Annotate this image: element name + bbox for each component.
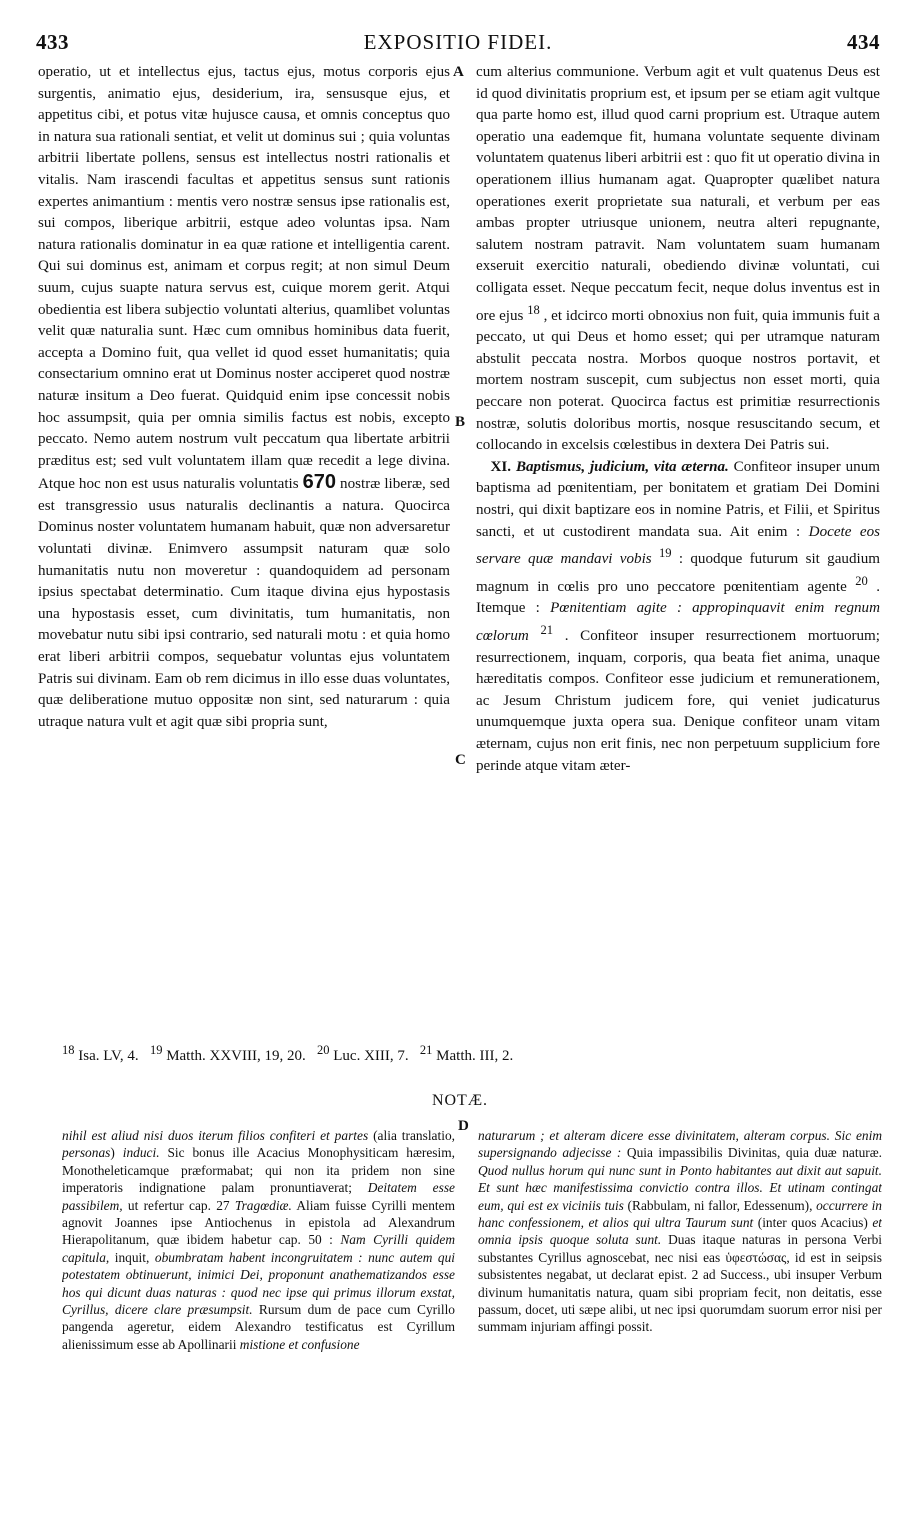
note-text: Rursum dum de pace cum Cyrillo pangenda ageretur, eidem Alexandro testificatus est Cyrillum alienissimum esse ab Apollinarii [62, 1302, 455, 1352]
right-text-part-2: , et idcirco morti obnoxius non fuit, quia immunis fuit a peccato, ut qui Deus et homo esset; qui per utramque naturam abstulit peccata nostra. Morbos quoque nostros portavit, et mortem nostram suscepit, cum subjectus non esset morti, quia peccare non poterat. Quocirca factus est primitiæ resurrectionis nostræ, solutis doloribus mortis, nosque resuscitando secum, et collocando in excelsis cœlestibus in dextera Dei Patris sui. [476, 307, 880, 454]
footnote-ref-21: 21 [540, 622, 554, 637]
note-text: Quod nullus horum qui nunc sunt in Ponto habitantes aut dixit aut sapuit. Et sunt hæc manifestissima convictio contra illos. Et utinam contingat eum, qui est ex viciniis tuis [478, 1162, 882, 1213]
notes-right-column [478, 1127, 882, 1527]
quote-poenitentiam: Pœnitentiam agite : appropinquavit enim regnum cœlorum [476, 600, 880, 644]
footnotes [62, 1043, 862, 1065]
note-text: Quia impassibilis Divinitas, quia duæ naturæ. [621, 1145, 882, 1161]
footnote-ref: Isa. LV, 4. [78, 1048, 139, 1064]
note-text: Nam Cyrilli quidem capitula, [62, 1232, 455, 1265]
column-number: 670 [302, 471, 337, 494]
footnote-ref-18: 18 [527, 302, 540, 317]
note-text: Aliam fuisse Cyrilli mentem agnovit Joannes ipse Antiochenus in epistola ad Alexandrum Hierapolitanum, quæ ibidem habetur cap. 50 : [62, 1197, 455, 1248]
margin-letter-a: A [453, 64, 464, 80]
page-header [36, 30, 880, 60]
note-text: ) [110, 1145, 123, 1161]
note-text: occurrere in hanc confessionem, et alios qui ultra Taurum sunt [478, 1197, 882, 1231]
right-text-part-5: . Itemque : [476, 578, 880, 617]
note-text: induci. [122, 1145, 160, 1161]
margin-letter-b: B [455, 414, 466, 430]
footnote-num: 19 [149, 1043, 163, 1057]
note-text: Duas itaque naturas in persona Verbi substantes Cyrillus agnoscebat, nec nisi eas ὑφεστώσας, id est in seipsis subsistentes negabat, ut declarat epist. 2 ad Success., ubi insuper Verbum divinum humanitatis natura, quam sibi propriam fecit, non deitatis, esse passum, docet, uti sæpe alibi, ut nec ipsi quorumdam suorum error nisi per summam injuriam affingi possit. [478, 1232, 882, 1335]
footnote-ref: Matth. III, 2. [436, 1048, 514, 1064]
left-text-part-2: nostræ liberæ, sed est transgressio usus naturalis declinantis a natura. Quocirca Dominus noster voluntatem humanam habuit, quæ non adversaretur voluntati divinæ. Enimvero assumpsit naturam quæ solo humanitatis nutu non moveretur : quandoquidem ad personam ipsius spectabat determinatio. Cum itaque divina ejus hypostasis una hypostasis esset, cum divinitatis, tum humanitatis, non movebatur nutu sibi ipsi contrario, sed naturali motu : et quia homo erat liberi arbitrii compos, sequebatur voluntas ejus voluntatem Patris sui divinam. Eam ob rem dicimus in illo esse duas voluntates, quæ deliberatione mutuo oppositæ non sint, sed naturarum : quia utraque natura vult et agit quæ sibi propria sunt, [38, 476, 450, 730]
main-text-left-column [38, 62, 450, 1042]
running-title: EXPOSITIO FIDEI. [363, 30, 553, 54]
note-text: Tragœdiæ. [234, 1197, 292, 1213]
footnote-ref-20: 20 [855, 573, 868, 588]
note-text: nihil est aliud nisi duos iterum filios confiteri et partes [62, 1128, 369, 1143]
note-text: (alia translatio, [368, 1128, 455, 1143]
note-text: Sic bonus ille Acacius Monophysiticam hæresim, Monotheleticamque præformabat; qui non ita pridem non sine imperatoris indignatione palam pronuntiaverat; [62, 1145, 455, 1196]
footnote-num: 21 [419, 1043, 433, 1057]
footnote-ref: Luc. XIII, 7. [333, 1048, 409, 1064]
note-text: mistione et confusione [239, 1336, 360, 1352]
note-text: (inter quos Acacius) [753, 1215, 873, 1231]
note-text: et omnia ipsis quoque soluta sunt. [478, 1215, 882, 1248]
footnote-num: 20 [317, 1043, 330, 1057]
note-text: ut refertur cap. 27 [122, 1197, 235, 1213]
right-text-part-6: . Confiteor insuper resurrectionem mortuorum; resurrectionem, inquam, corporis, qua beata fiet anima, unaque hæreditatis compos. Confiteor esse judicium et remunerationem, ac Jesum Christum judicem fore, qui veniet judicaturus unumquemque juxta opera sua. Denique confiteor unam vitam æternam, cujus non erit finis, nec non perpetuum supplicium fore perinde atque vitam æter- [476, 627, 880, 774]
right-text-part-1: cum alterius communione. Verbum agit et vult quatenus Deus est id quod divinitatis proprium est, et ipsum per se etiam agit vultque qua parte homo est, illud quod carni proprium est. Utraque autem operatio una eademque fit, humana voluntate sequente divinam voluntatem quatenus liberi arbitrii est : quo fit ut operatio divina in operationem illius humanam agat. Quapropter quælibet natura operationes exerit proprietate sua naturali, et verbum per eas ambas propter utriusque unionem, neutra alteri repugnante, salutem nostram patravit. Nam voluntatem suam humanam exseruit exercitio naturali, obediendo divinæ voluntati, cui colligata esset. Neque peccatum fecit, neque dolus inventus est in ore ejus [476, 64, 880, 324]
note-text: naturarum ; et alteram dicere esse divinitatem, alteram corpus. Sic enim supersignando adjecisse : [478, 1128, 882, 1161]
notes-left-column [62, 1127, 455, 1527]
quote-matthew: Docete eos servare quæ mandavi vobis [476, 523, 880, 568]
right-text-part-3: Confiteor insuper unum baptisma ad pœnitentiam, per bonitatem et gratiam Dei Domini nostri, qui dixit baptizare eos in nomine Patris, et Filii, et Spiritus sancti, et ut custodirent mandata sua. Ait enim : [476, 458, 880, 540]
note-text: personas [62, 1145, 111, 1161]
notes-heading: NOTÆ. [431, 1092, 489, 1109]
right-text-part-4: : quodque futurum sit gaudium magnum in cœlis pro uno peccatore pœnitentiam agente [476, 551, 880, 595]
margin-letter-d: D [458, 1118, 469, 1134]
page-number-left: 433 [36, 30, 69, 54]
footnote-num: 18 [62, 1043, 75, 1057]
section-title: Baptismus, judicium, vita æterna. [515, 458, 729, 475]
main-text-right-column [476, 62, 880, 1042]
page-number-right: 434 [847, 30, 880, 54]
note-text: Deitatem esse passibilem, [62, 1180, 455, 1213]
footnote-ref-19: 19 [658, 546, 672, 561]
left-text-part-1: operatio, ut et intellectus ejus, tactus ejus, motus corporis ejus surgentis, animatio ejus, desiderium, ira, sensusque ejus, et appetitus cibi, et potus vitæ hujusce causa, et omnis conceptus quo in natura sua rationali sentiat, et velit ut dominus sui ; quia voluntas arbitrii libertate pollens, sensus est intellectus nostri rationalis et vitalis. Nam irascendi facultas et appetitus sensus sunt rationis expertes animantium : mentis vero nostræ sensus ipse rationalis est, sui compos, liberique arbitrii, estque adeo voluntas ipsa. Nam natura rationalis dominatur in ea quæ ratione et intelligentia carent. Qui sui dominus est, animam et corpus regit; at non simul Deum suum, cujus suapte natura servus est, cuique morem gerit. Atqui obedientia est libera subjectio voluntati alterius, quamlibet voluntas velit quæ naturalia sunt. Hæc cum omnibus hominibus data fuerit, accepta a Domino fuit, qua vellet id quod esset humanitatis; quia consectarium omnino erat ut Dominus noster acciperet quod nostræ naturæ insitum a Deo fuerat. Quidquid enim ipse concessit nobis hoc assumpsit, quia per omnia similis factus est nobis, excepto peccato. Nemo autem nostrum vult peccatum qua libertate arbitrii præditus est; sed vult voluntatem illam quæ recedit a lege divina. Atque hoc non est usus naturalis voluntatis [38, 64, 450, 493]
note-text: obumbratam habent incongruitatem : nunc autem qui potestatem obtinuerunt, inimici Dei, proponunt anathematizandos esse hos qui dicunt duas naturas : quod nec ipse qui primus illorum exstat, Cyrillus, dicere clare præsumpsit. [62, 1249, 455, 1318]
note-text: inquit, [109, 1249, 155, 1265]
footnote-ref: Matth. XXVIII, 19, 20. [166, 1048, 306, 1064]
margin-letter-c: C [455, 752, 466, 768]
section-number: XI. [490, 458, 512, 475]
note-text: (Rabbulam, ni fallor, Edessenum), [623, 1197, 817, 1213]
